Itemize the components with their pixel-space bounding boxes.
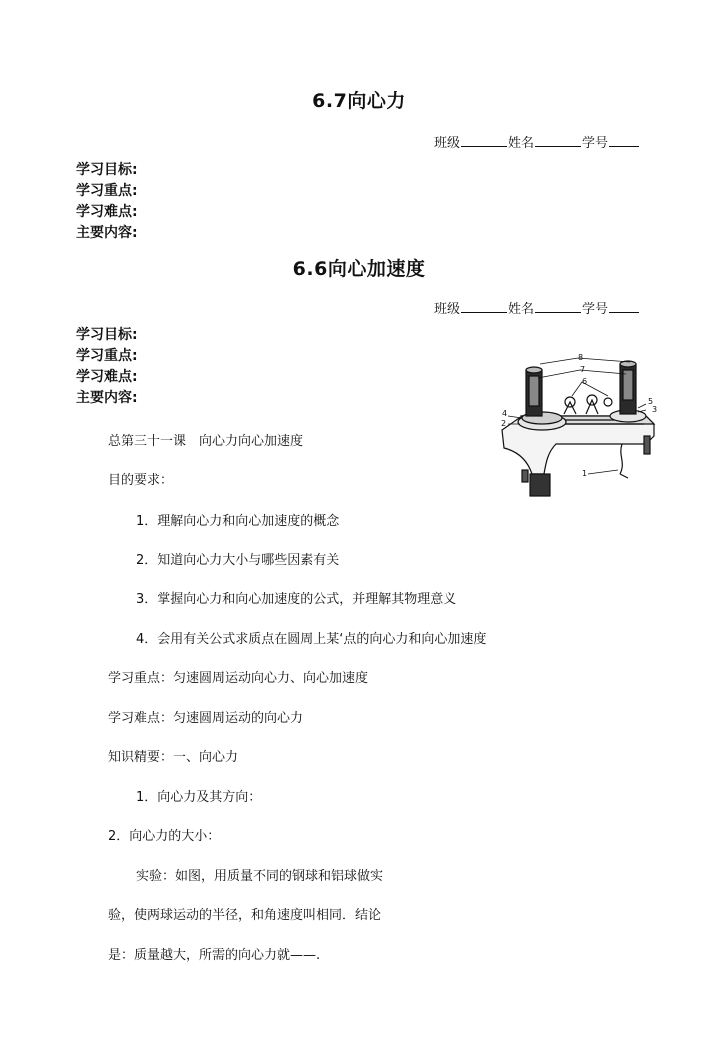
difficulty-line: 学习难点：匀速圆周运动的向心力: [108, 711, 304, 726]
figure-label-7: 7: [580, 365, 586, 374]
class-label: 班级: [433, 136, 460, 151]
section1-fields: [76, 160, 138, 244]
number-label: 学号: [581, 302, 608, 317]
requirement-item: 2．知道向心力大小与哪些因素有关: [136, 553, 340, 568]
figure-label-2: 2: [501, 419, 507, 428]
centripetal-force-apparatus-figure: [496, 352, 662, 504]
requirement-item: 1．理解向心力和向心加速度的概念: [136, 514, 340, 529]
requirements-heading: 目的要求：: [108, 473, 174, 488]
experiment-line-2: 验，使两球运动的半径，和角速度叫相同．结论: [108, 908, 382, 923]
requirement-item: 3．掌握向心力和向心加速度的公式，并理解其物理意义: [136, 592, 457, 607]
figure-label-1: 1: [582, 469, 588, 478]
requirement-item: 4．会用有关公式求质点在圆周上某‘点的向心力和向心加速度: [136, 632, 487, 647]
section1-title: 6.7向心力: [312, 90, 406, 112]
field-key-points: 学习重点:: [76, 348, 138, 364]
section2-fields: [76, 325, 138, 409]
item-2-line: 2．向心力的大小：: [108, 829, 221, 844]
name-blank: [535, 300, 581, 313]
figure-label-6: 6: [582, 377, 588, 386]
field-difficulties: 学习难点:: [76, 369, 138, 385]
field-difficulties: 学习难点:: [76, 204, 138, 220]
field-objectives: 学习目标:: [76, 327, 138, 343]
name-label: 姓名: [507, 302, 534, 317]
figure-label-8: 8: [578, 353, 584, 362]
name-label: 姓名: [507, 136, 534, 151]
field-objectives: 学习目标:: [76, 162, 138, 178]
field-main-content: 主要内容:: [76, 225, 138, 241]
number-blank: [609, 134, 639, 147]
figure-label-3: 3: [652, 405, 658, 414]
field-key-points: 学习重点:: [76, 183, 138, 199]
experiment-line-1: 实验：如图，用质量不同的钢球和铝球做实: [136, 869, 384, 884]
figure-label-4: 4: [502, 409, 508, 418]
section2-title: 6.6向心加速度: [292, 258, 426, 280]
class-blank: [461, 134, 507, 147]
experiment-line-3: 是：质量越大，所需的向心力就——.: [108, 948, 321, 963]
figure-label-5: 5: [648, 397, 654, 406]
item-1-line: 1．向心力及其方向：: [136, 790, 262, 805]
class-label: 班级: [433, 302, 460, 317]
key-point-line: 学习重点：匀速圆周运动向心力、向心加速度: [108, 671, 369, 686]
field-main-content: 主要内容:: [76, 390, 138, 406]
knowledge-line: 知识精要：一、向心力: [108, 750, 239, 765]
number-label: 学号: [581, 136, 608, 151]
number-blank: [609, 300, 639, 313]
section1-info-line: [434, 132, 640, 151]
name-blank: [535, 134, 581, 147]
class-blank: [461, 300, 507, 313]
section2-info-line: [434, 298, 640, 317]
lesson-line: 总第三十一课 向心力向心加速度: [108, 434, 304, 449]
